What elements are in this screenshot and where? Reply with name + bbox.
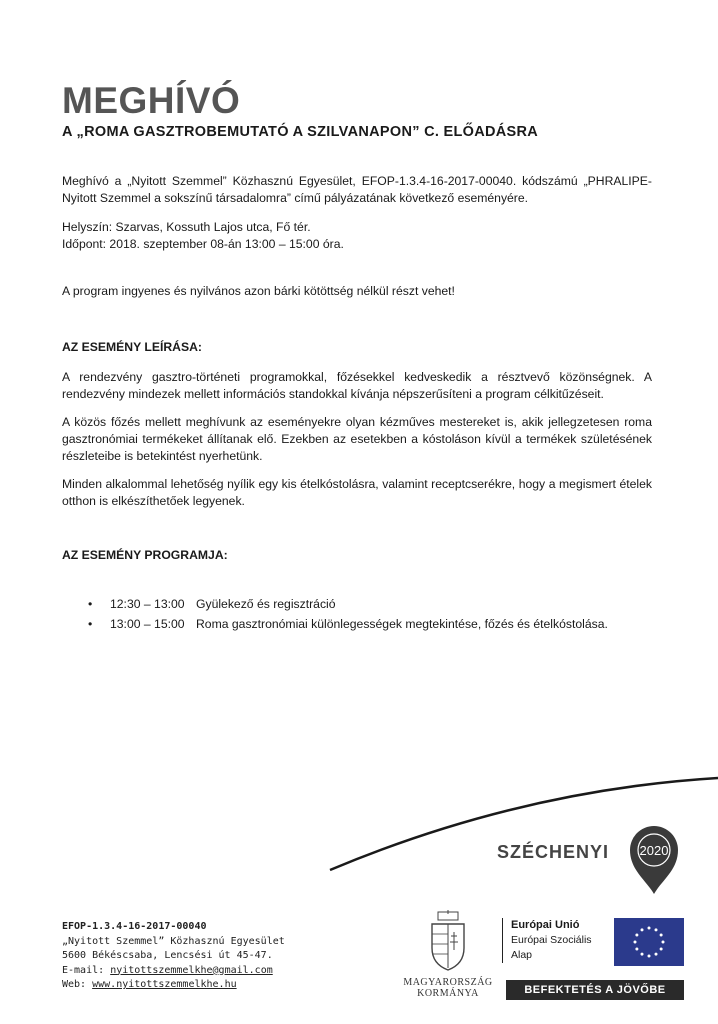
footer-email-label: E-mail: xyxy=(62,964,105,976)
free-note: A program ingyenes és nyilvános azon bárki kötöttség nélkül részt vehet! xyxy=(62,284,455,298)
footer-web-link[interactable]: www.nyitottszemmelkhe.hu xyxy=(92,979,237,990)
location-line: Helyszín: Szarvas, Kossuth Lajos utca, Fő tér. xyxy=(62,220,311,234)
page-subtitle: A „ROMA GASZTROBEMUTATÓ A SZILVANAPON” C. ELŐADÁSRA xyxy=(62,124,539,140)
program-item-time: 13:00 – 15:00 xyxy=(110,617,185,631)
eu-line-2: Európai Szociális xyxy=(511,934,592,946)
eu-logo-text xyxy=(502,918,611,963)
szechenyi-2020-pin-icon xyxy=(628,822,680,896)
footer-email-link[interactable]: nyitottszemmelkhe@gmail.com xyxy=(110,964,273,976)
government-line-1: MAGYARORSZÁG xyxy=(403,977,493,988)
description-paragraph-2: A közös főzés mellett meghívunk az eseményekre olyan kézműves mestereket is, akik jellegzetesen roma gasztronómiai termékeket állítanak elő. Ezekben az esetekben a kóstoláson kívül a termékek születésének részleteibe is betekintést nyerhetünk. xyxy=(62,415,652,463)
footer-organization: „Nyitott Szemmel” Közhasznú Egyesület xyxy=(62,935,285,947)
program-item xyxy=(88,594,648,614)
eu-star-icon xyxy=(641,928,644,931)
page-title: MEGHÍVÓ xyxy=(62,80,241,121)
eu-line-1: Európai Unió xyxy=(511,919,580,931)
program-item xyxy=(88,614,648,634)
eu-star-icon xyxy=(662,941,665,944)
eu-star-icon xyxy=(635,948,638,951)
eu-star-icon xyxy=(655,953,658,956)
intro-paragraph: Meghívó a „Nyitott Szemmel” Közhasznú Egyesület, EFOP-1.3.4-16-2017-00040. kódszámú „PHRALIPE-Nyitott Szemmel a sokszínű társadalomra” című pályázatának következő eseményére. xyxy=(62,174,652,205)
description-heading: AZ ESEMÉNY LEÍRÁSA: xyxy=(62,340,202,354)
eu-star-icon xyxy=(641,953,644,956)
eu-star-icon xyxy=(634,941,637,944)
footer-project-code: EFOP-1.3.4-16-2017-00040 xyxy=(62,921,207,932)
program-heading: AZ ESEMÉNY PROGRAMJA: xyxy=(62,548,228,562)
eu-star-icon xyxy=(648,955,651,958)
program-list xyxy=(88,594,648,634)
szechenyi-logo-text: SZÉCHENYI xyxy=(497,842,610,862)
eu-star-icon xyxy=(660,948,663,951)
szechenyi-year: 2020 xyxy=(639,843,669,858)
investment-banner: BEFEKTETÉS A JÖVŐBE xyxy=(506,980,684,1000)
eu-star-icon xyxy=(635,934,638,937)
description-paragraph-3: Minden alkalommal lehetőség nyílik egy kis ételkóstolásra, valamint receptcserékre, hogy a megismert ételek otthon is elkészíthetőek legyenek. xyxy=(62,477,652,508)
program-item-text: Gyülekező és regisztráció xyxy=(196,597,336,611)
government-logo-text xyxy=(398,977,498,999)
footer-contact xyxy=(62,920,285,993)
program-item-time: 12:30 – 13:00 xyxy=(110,597,185,611)
description-paragraph-1: A rendezvény gasztro-történeti programokkal, főzésekkel kedveskedik a résztvevő közönségnek. A rendezvény mindezek mellett információs standokkal kívánja népszerűsíteni a program célkitűzéseit. xyxy=(62,370,652,401)
hungarian-crest-icon xyxy=(424,910,472,974)
time-line: Időpont: 2018. szeptember 08-án 13:00 – 15:00 óra. xyxy=(62,237,344,251)
program-item-text: Roma gasztronómiai különlegességek megtekintése, főzés és ételkóstolása. xyxy=(196,617,608,631)
eu-star-icon xyxy=(648,927,651,930)
eu-line-3: Alap xyxy=(511,949,533,961)
government-line-2: KORMÁNYA xyxy=(417,988,479,999)
footer-web-label: Web: xyxy=(62,979,87,990)
eu-star-icon xyxy=(660,934,663,937)
eu-star-icon xyxy=(655,928,658,931)
eu-flag-icon xyxy=(614,918,684,966)
footer-address: 5600 Békéscsaba, Lencsési út 45-47. xyxy=(62,950,273,961)
